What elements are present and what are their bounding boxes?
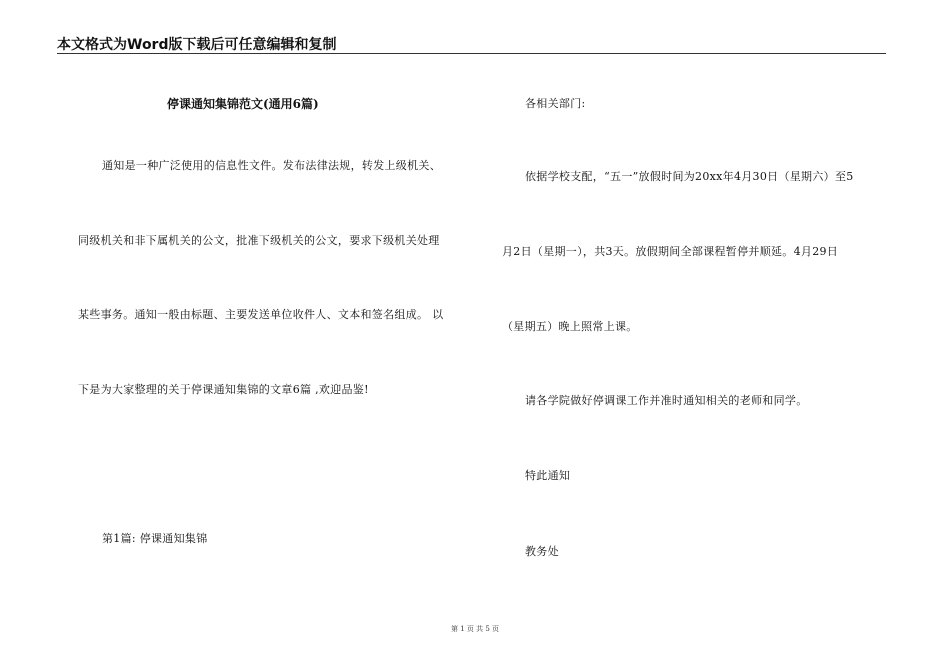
intro-line-3: 某些事务。通知一般由标题、主要发送单位收件人、文本和签名组成。 以	[78, 308, 444, 321]
page-number: 第 1 页 共 5 页	[450, 625, 500, 633]
notice-line-2: 月2日（星期一），共3天。放假期间全部课程暂停并顺延。4月29日	[502, 245, 839, 258]
header-divider	[57, 53, 886, 54]
intro-line-1: 通知是一种广泛使用的信息性文件。发布法律法规，转发上级机关、	[102, 159, 441, 172]
salutation: 各相关部门:	[525, 97, 586, 110]
notice-line-3: （星期五）晚上照常上课。	[502, 320, 638, 333]
page-header: 本文格式为Word版下载后可任意编辑和复制	[57, 37, 337, 53]
intro-line-2: 同级机关和非下属机关的公文，批准下级机关的公文，要求下级机关处理	[78, 234, 440, 247]
document-title: 停课通知集锦范文(通用6篇)	[167, 97, 319, 111]
issuer-signature: 教务处	[525, 545, 559, 558]
intro-line-4: 下是为大家整理的关于停课通知集锦的文章6篇 ,欢迎品鉴!	[78, 383, 369, 396]
notice-line-4: 请各学院做好停调课工作并准时通知相关的老师和同学。	[525, 394, 808, 407]
section-heading: 第1篇: 停课通知集锦	[102, 532, 208, 545]
notice-line-1: 依据学校支配，“五一”放假时间为20xx年4月30日（星期六）至5	[525, 170, 854, 183]
closing-line: 特此通知	[525, 469, 571, 482]
